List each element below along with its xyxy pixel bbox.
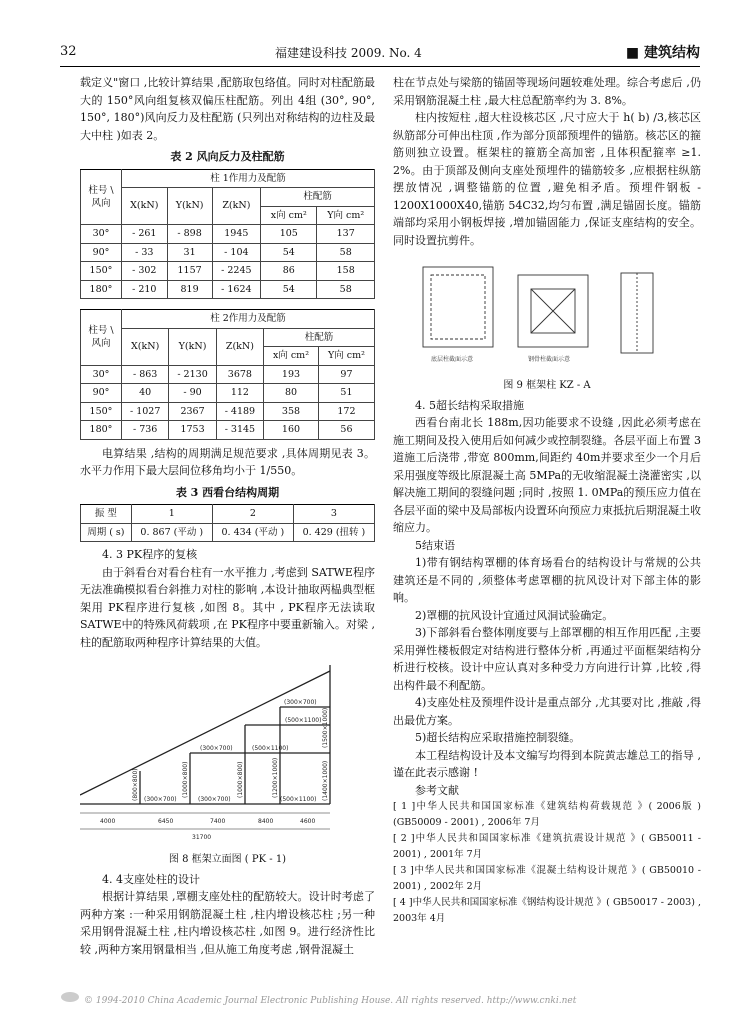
table-cell: 193: [264, 365, 319, 384]
table-cell: 112: [216, 384, 263, 403]
table-cell: 86: [261, 262, 317, 281]
dim-label: 4000: [100, 818, 116, 825]
beam-label: (300×700): [284, 699, 317, 706]
col-header: 柱配筋: [264, 328, 375, 347]
corner-bottom: 风向: [91, 197, 111, 209]
page-number: 32: [60, 44, 77, 59]
table-cell: 172: [318, 402, 374, 421]
table-cell: - 33: [122, 243, 168, 262]
references-title: 参考文献: [415, 783, 459, 797]
acknowledgement: 本工程结构设计及本文编写均得到本院黄志雄总工的指导 ,谨在此表示感谢 !: [393, 748, 701, 779]
table-row: [81, 280, 375, 299]
block1-body: [81, 225, 375, 299]
t3-cell: 0. 429 (扭转 ): [293, 523, 374, 542]
table-cell: 819: [167, 280, 212, 299]
col-header: Y(kN): [169, 328, 216, 365]
long-structure-paragraph: 西看台南北长 188m,因功能要求不设缝 ,因此必须考虑在施工期间及投入使用后如何减少或控制裂缝。各层平面上布置 3道施工后浇带 ,带宽 800mm,间距约 40m并要求至少一个月后采用强度等级比原混凝土高 5MPa的无收缩混凝土浇灌密实 ,以解决施工期间的裂缝问题 ;同时 ,按照 1. 0MPa的预压应力值在各层平面的梁中及局部板内设置环向预应力束抵抗后期混凝土收缩应力。: [393, 416, 701, 534]
table-cell: 160: [264, 421, 319, 440]
table-cell: 137: [317, 225, 375, 244]
col-header: Z(kN): [212, 188, 261, 225]
table-cell: 30°: [81, 365, 122, 384]
table-cell: 150°: [81, 262, 122, 281]
beam-label: (300×700): [198, 796, 231, 803]
table-cell: - 302: [122, 262, 168, 281]
corner-top: 柱号 \: [88, 325, 114, 337]
table-cell: - 210: [122, 280, 168, 299]
section-4-3: 4. 3 PK程序的复核: [102, 548, 198, 561]
col-header: Y(kN): [167, 188, 212, 225]
table-cell: 40: [122, 384, 169, 403]
table-cell: 150°: [81, 402, 122, 421]
table-cell: 3678: [216, 365, 263, 384]
header-rule: [60, 66, 700, 67]
beam-label: (500×1100): [252, 745, 289, 752]
page-header: [60, 40, 700, 62]
table-cell: 358: [264, 402, 319, 421]
dim-label: 7400: [210, 818, 226, 825]
table-cell: 31: [167, 243, 212, 262]
table-cell: 58: [317, 280, 375, 299]
corner-top: 柱号 \: [88, 184, 114, 196]
table-cell: 56: [318, 421, 374, 440]
t3-head: 1: [131, 505, 212, 524]
figure9-column-sections: [393, 255, 701, 375]
col-header: Y向 cm²: [318, 347, 374, 366]
table-cell: - 261: [122, 225, 168, 244]
table-cell: 1945: [212, 225, 261, 244]
table2-caption: 表 2 风向反力及柱配筋: [170, 150, 285, 163]
table-cell: 30°: [81, 225, 122, 244]
dim-label: 8400: [258, 818, 274, 825]
total-length: 31700: [192, 834, 212, 841]
support-column-paragraph: 根据计算结果 ,罩棚支座处柱的配筋较大。设计时考虑了两种方案 :一种采用钢筋混凝土柱 ,柱内增设核芯柱 ;另一种采用钢骨混凝土柱 ,柱内增设核芯柱 ,如图 9。进行经济性比较 ,两种方案用钢量相当 ,但从施工角度考虑 ,钢骨混凝土: [80, 890, 375, 956]
table2-block2: [80, 309, 375, 440]
block2-title: 柱 2作用力及配筋: [122, 310, 375, 329]
left-column: [80, 74, 375, 958]
table-row: [81, 243, 375, 262]
section-a: [423, 267, 493, 347]
col-label: (1500×1000): [322, 707, 329, 748]
figure9-caption: 图 9 框架柱 KZ - A: [503, 380, 591, 391]
table3-caption: 表 3 西看台结构周期: [175, 485, 280, 499]
table-row: [81, 384, 375, 403]
conclusion-5: 5)超长结构应采取措施控制裂缝。: [415, 731, 581, 744]
conclusion-3: 3)下部斜看台整体刚度要与上部罩棚的相互作用匹配 ,主要采用弹性楼板假定对结构进行整体分析 ,再通过平面框架结构分析进行校核。设计中应认真对多种受力方向进行计算 ,比较 ,得出构件最不利配筋。: [393, 626, 701, 692]
col-header: x向 cm²: [264, 347, 319, 366]
table-cell: - 736: [122, 421, 169, 440]
figure8-caption: 图 8 框架立面图 ( PK - 1): [168, 854, 287, 865]
col-header: x向 cm²: [261, 206, 317, 225]
fig9-sublabel: 底层柱截面示意: [431, 356, 474, 363]
table-cell: - 898: [167, 225, 212, 244]
table-row: [81, 402, 375, 421]
reference-item: [ 3 ]中华人民共和国国家标准《混凝土结构设计规范 》( GB50010 - 2001) , 2002年 2月: [393, 865, 701, 892]
block2-body: [81, 365, 375, 439]
fig8-labels: [100, 699, 329, 841]
table-cell: 54: [261, 280, 317, 299]
section-4-5: 4. 5超长结构采取措施: [415, 398, 524, 412]
table-cell: 2367: [169, 402, 216, 421]
corner-bottom: 风向: [91, 338, 111, 350]
table-row: [81, 421, 375, 440]
col-label: (800×800): [132, 768, 139, 801]
table-row: [81, 225, 375, 244]
table-cell: - 1027: [122, 402, 169, 421]
beam-label: (300×700): [200, 745, 233, 752]
fig9-sublabel: 钢骨柱截面示意: [528, 356, 571, 363]
t3-cell: 0. 434 (平动 ): [212, 523, 293, 542]
conclusion-2: 2)罩棚的抗风设计宜通过风洞试验确定。: [415, 608, 614, 622]
journal-name: 福建建设科技 2009. No. 4: [275, 46, 422, 60]
conclusion-1: 1)带有钢结构罩棚的体育场看台的结构设计与常规的公共建筑还是不同的 ,须整体考虑罩棚的抗风设计对下部主体的影响。: [393, 556, 701, 604]
table-cell: 1753: [169, 421, 216, 440]
table-cell: 180°: [81, 280, 122, 299]
conclusion-4: 4)支座处柱及预埋件设计是重点部分 ,尤其要对比 ,推敲 ,得出最优方案。: [393, 696, 701, 727]
dim-label: 6450: [158, 818, 174, 825]
table-cell: - 2130: [169, 365, 216, 384]
section-5: 5结束语: [415, 538, 455, 552]
col-label: (1000×800): [182, 761, 189, 798]
t3-head: 2: [212, 505, 293, 524]
table-cell: 105: [261, 225, 317, 244]
table-cell: - 3145: [216, 421, 263, 440]
table-cell: 1157: [167, 262, 212, 281]
reference-item: [ 1 ]中华人民共和国国家标准《建筑结构荷载规范 》( 2006版 ) (GB50009 - 2001) , 2006年 7月: [393, 801, 701, 828]
figure8-frame-elevation: [80, 653, 375, 849]
inclined-beam: [80, 671, 330, 795]
section-title: ■ 建筑结构: [625, 45, 700, 61]
cnki-logo-icon: [60, 990, 80, 1004]
table-cell: 97: [318, 365, 374, 384]
copyright-footer: © 1994-2010 China Academic Journal Electronic Publishing House. All rights reserved. http://www.cnki.net: [84, 996, 577, 1006]
table-row: [81, 365, 375, 384]
right-column: [393, 74, 701, 927]
table-cell: 90°: [81, 384, 122, 403]
beam-label: (300×700): [144, 796, 177, 803]
table-cell: 54: [261, 243, 317, 262]
t3-head: 振 型: [81, 505, 132, 524]
t3-cell: 周期 ( s): [81, 523, 132, 542]
table-cell: 158: [317, 262, 375, 281]
col-header: X(kN): [122, 328, 169, 365]
t3-head: 3: [293, 505, 374, 524]
table-cell: 58: [317, 243, 375, 262]
col-header: X(kN): [122, 188, 168, 225]
reference-item: [ 4 ]中华人民共和国国家标准《钢结构设计规范 》( GB50017 - 2003) , 2003年 4月: [393, 897, 701, 924]
short-column-paragraph: 柱内按短柱 ,超大柱设核芯区 ,尺寸应大于 h( b) /3,核芯区纵筋部分可伸出柱顶 ,作为部分顶部预埋件的锚筋。核芯区的箍筋则独立设置。框架柱的箍筋全高加密 ,且体积配箍率 ≥1. 2%。由于顶部及侧向支座处预埋件的锚筋较多 ,应根据柱纵筋摆放情况 ,调整锚筋的位置 ,避免相矛盾。预埋件钢板 - 1200X1000X40,锚筋 54C32,均匀布置 ,满足锚固长度。锚筋端部均采用小钢板焊接 ,增加锚固能力 ,保证支座结构的安全。同时设置抗剪件。: [393, 111, 701, 247]
beam-label: (500×1100): [280, 796, 317, 803]
pk-paragraph: 由于斜看台对看台柱有一水平推力 ,考虑到 SATWE程序无法准确模拟看台斜推力对柱的影响 ,本设计抽取两榀典型框架用 PK程序进行复核 ,如图 8。其中 , PK程序无法读取 SATWE中的特殊风荷载项 ,在 PK程序中要重新输入。对梁 ,柱的配筋取两种程序计算结果的大值。: [80, 565, 375, 649]
t3-cell: 0. 867 (平动 ): [131, 523, 212, 542]
table-cell: - 863: [122, 365, 169, 384]
col-label: (1200×1000): [272, 757, 279, 798]
dim-label: 4600: [300, 818, 316, 825]
section-4-4: 4. 4支座处柱的设计: [102, 872, 200, 886]
col-header: 柱配筋: [261, 188, 375, 207]
table-cell: 51: [318, 384, 374, 403]
table2-block1: [80, 169, 375, 300]
table-cell: 90°: [81, 243, 122, 262]
reference-item: [ 2 ]中华人民共和国国家标准《建筑抗震设计规范 》( GB50011 - 2001) , 2001年 7月: [393, 833, 701, 860]
table-cell: - 2245: [212, 262, 261, 281]
continuation-paragraph: 柱在节点处与梁筋的锚固等现场问题较难处理。综合考虑后 ,仍采用钢筋混凝土柱 ,最大柱总配筋率约为 3. 8%。: [393, 76, 701, 107]
col-label: (1400×1000): [322, 760, 329, 801]
col-header: Z(kN): [216, 328, 263, 365]
table-cell: 180°: [81, 421, 122, 440]
period-paragraph: 电算结果 ,结构的周期满足规范要求 ,具体周期见表 3。水平力作用下最大层间位移角均小于 1/550。: [80, 446, 375, 477]
table-row: [81, 262, 375, 281]
table3: [80, 504, 375, 542]
col-header: Y向 cm²: [317, 206, 375, 225]
col-label: (1000×800): [237, 761, 244, 798]
table-cell: - 4189: [216, 402, 263, 421]
block1-title: 柱 1作用力及配筋: [122, 169, 375, 188]
table-cell: 80: [264, 384, 319, 403]
table-cell: - 1624: [212, 280, 261, 299]
table-cell: - 104: [212, 243, 261, 262]
intro-paragraph: 载定义"窗口 ,比较计算结果 ,配筋取包络值。同时对柱配筋最大的 150°风向组复核双偏压柱配筋。列出 4组 (30°, 90°, 150°, 180°)风向反力及柱配筋 (只列出对称结构的边柱及最大中柱 )如表 2。: [80, 76, 375, 142]
beam-label: (500×1100): [285, 717, 322, 724]
table-cell: - 90: [169, 384, 216, 403]
